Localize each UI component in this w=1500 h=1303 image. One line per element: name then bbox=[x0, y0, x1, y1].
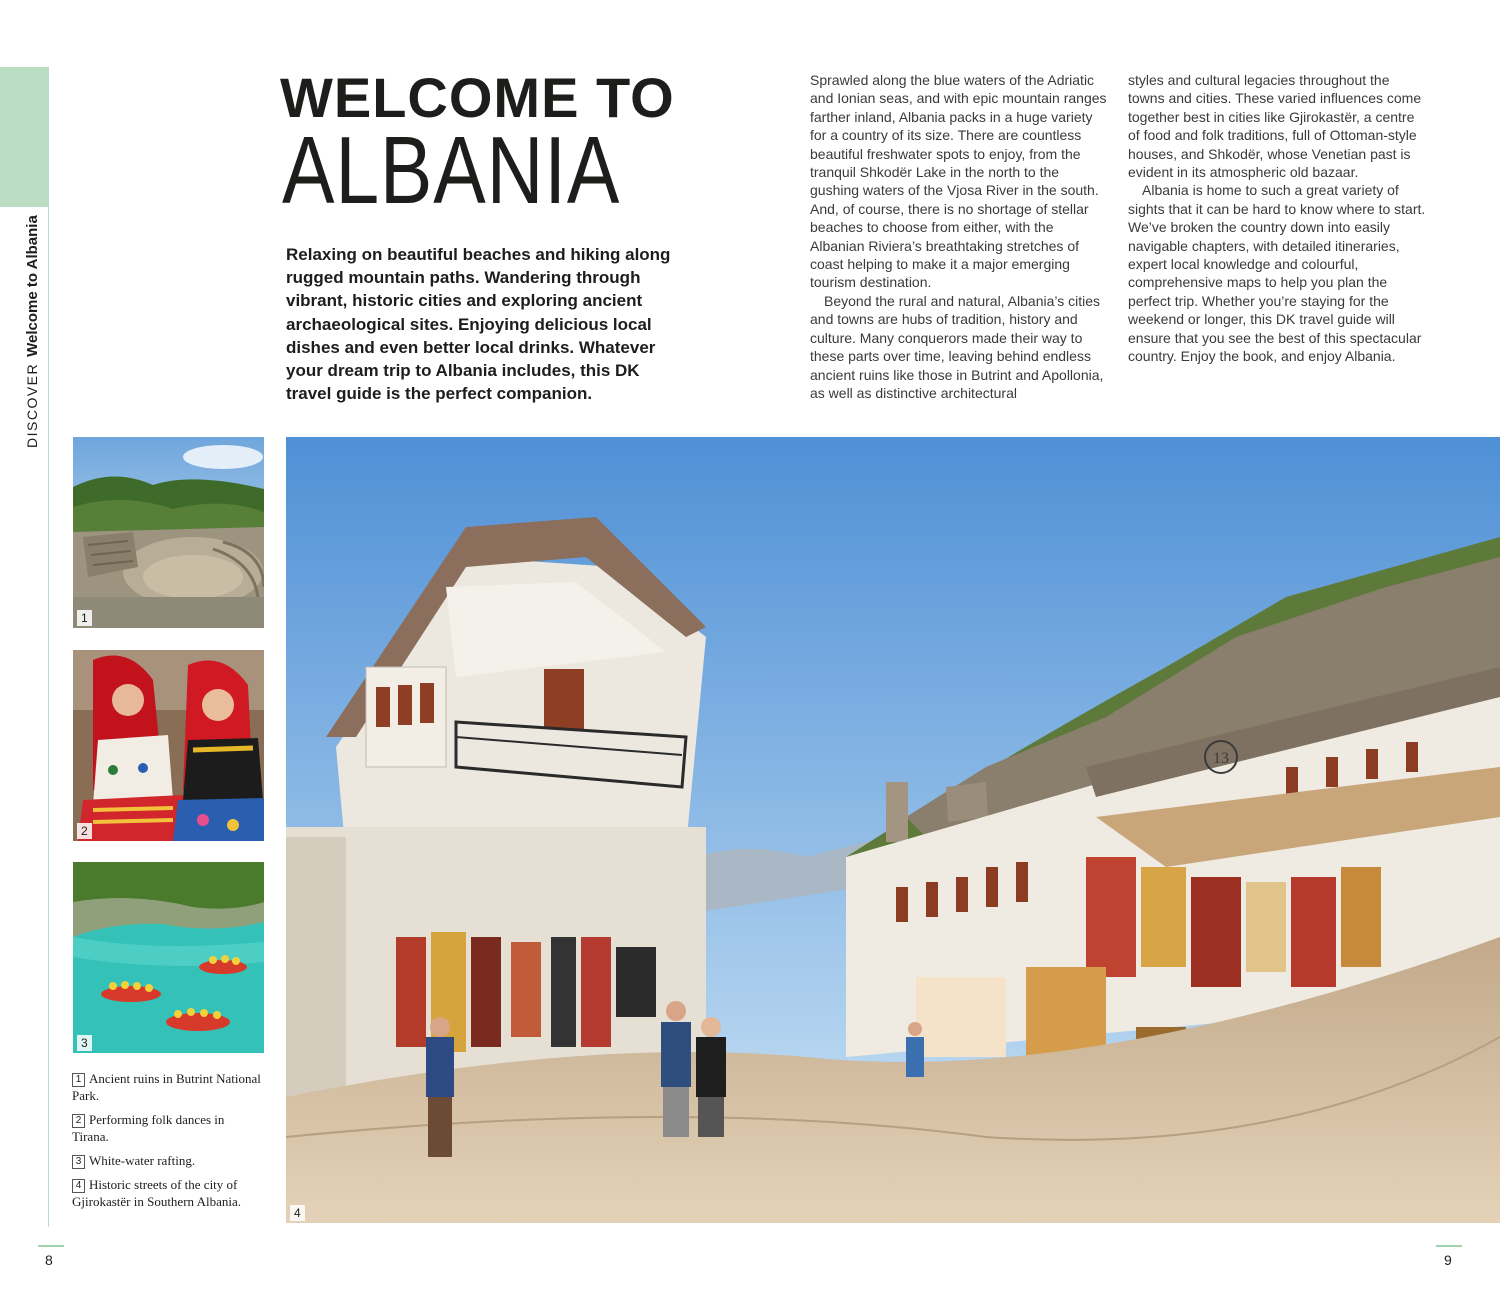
caption-number: 1 bbox=[72, 1073, 85, 1087]
photo-rafting bbox=[73, 862, 264, 1053]
body-paragraph: Sprawled along the blue waters of the Adriatic and Ionian seas, and with epic mountain ranges farther inland, Albania packs in a huge variety for a country of its size. There are countless beautiful freshwater spots to enjoy, from the tranquil Shkodër Lake in the north to the gushing waters of the Vjosa River in the south. And, of course, there is no shortage of stellar beaches to choose from either, with the Albanian Riviera’s breathtaking stretches of coast helping to make it a major emerging tourism destination. bbox=[810, 72, 1107, 291]
caption-number: 2 bbox=[72, 1114, 85, 1128]
caption-1 bbox=[72, 1070, 262, 1104]
running-head-section: DISCOVER bbox=[24, 362, 40, 448]
caption-3 bbox=[72, 1152, 262, 1169]
photo-number: 4 bbox=[290, 1205, 305, 1221]
caption-4 bbox=[72, 1176, 262, 1210]
photo-gjirokaster-street bbox=[286, 437, 1500, 1223]
page-number-left: 8 bbox=[45, 1252, 53, 1268]
folio-bar-left bbox=[38, 1245, 64, 1247]
photo-number: 3 bbox=[77, 1035, 92, 1051]
caption-text: White-water rafting. bbox=[89, 1153, 196, 1168]
building-number-sign: 13 bbox=[1213, 750, 1229, 767]
ancient-amphitheatre-photo bbox=[73, 437, 264, 628]
caption-number: 4 bbox=[72, 1179, 85, 1193]
caption-text: Ancient ruins in Butrint National Park. bbox=[72, 1071, 261, 1103]
gjirokaster-street-photo bbox=[286, 437, 1500, 1223]
running-head-title: Welcome to Albania bbox=[24, 215, 41, 357]
body-column-1 bbox=[810, 71, 1110, 402]
body-column-2 bbox=[1128, 71, 1428, 366]
photo-ancient-ruins bbox=[73, 437, 264, 628]
caption-2 bbox=[72, 1111, 262, 1145]
folio-bar-right bbox=[1436, 1245, 1462, 1247]
heading-welcome: WELCOME TO bbox=[280, 66, 675, 129]
section-tab bbox=[0, 67, 49, 207]
caption-text: Historic streets of the city of Gjirokastër in Southern Albania. bbox=[72, 1177, 241, 1209]
photo-captions bbox=[72, 1070, 262, 1217]
intro-paragraph: Relaxing on beautiful beaches and hiking along rugged mountain paths. Wandering through vibrant, historic cities and exploring ancient archaeological sites. Enjoying delicious local dishes and even better local drinks. Whatever your dream trip to Albania includes, this DK travel guide is the perfect companion. bbox=[286, 245, 671, 404]
running-head bbox=[24, 215, 41, 448]
photo-folk-dances bbox=[73, 650, 264, 841]
caption-number: 3 bbox=[72, 1155, 85, 1169]
page-number-right: 9 bbox=[1444, 1252, 1452, 1268]
heading-country: ALBANIA bbox=[282, 117, 621, 224]
caption-text: Performing folk dances in Tirana. bbox=[72, 1112, 225, 1144]
photo-number: 2 bbox=[77, 823, 92, 839]
body-paragraph: Beyond the rural and natural, Albania’s cities and towns are hubs of tradition, history and culture. Many conquerors made their way to these parts over time, leaving behind endless ancient ruins like those in Butrint and Apollonia, as well as distinctive architectural bbox=[810, 292, 1104, 401]
rafting-photo bbox=[73, 862, 264, 1053]
photo-number: 1 bbox=[77, 610, 92, 626]
body-paragraph: Albania is home to such a great variety of sights that it can be hard to know where to start. We’ve broken the country down into easily navigable chapters, with detailed itineraries, expert local knowledge and colourful, comprehensive maps to help you plan the perfect trip. Whether you’re staying for the weekend or longer, this DK travel guide will ensure that you see the best of this spectacular country. Enjoy the book, and enjoy Albania. bbox=[1128, 182, 1426, 365]
body-paragraph: styles and cultural legacies throughout the towns and cities. These varied influences come together best in cities like Gjirokastër, a centre of food and folk traditions, full of Ottoman-style houses, and Shkodër, whose Venetian past is evident in its atmospheric old bazaar. bbox=[1128, 72, 1422, 181]
section-rule bbox=[48, 67, 49, 1227]
folk-dancers-photo bbox=[73, 650, 264, 841]
